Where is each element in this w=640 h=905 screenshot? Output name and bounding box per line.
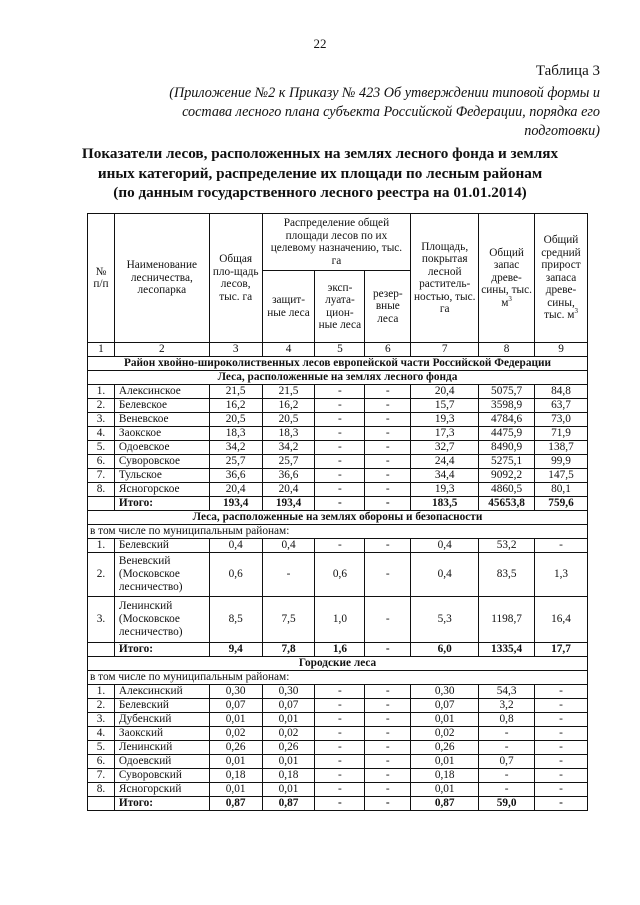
- column-number: 2: [114, 343, 209, 357]
- covered-area-cell: 15,7: [411, 399, 479, 413]
- covered-area-cell: 0,02: [411, 727, 479, 741]
- reserve-cell: -: [365, 685, 411, 699]
- covered-area-cell: 20,4: [411, 385, 479, 399]
- table-row: [88, 427, 588, 441]
- total-row: [88, 643, 588, 657]
- row-num-cell: 3.: [88, 597, 115, 643]
- column-number: 7: [411, 343, 479, 357]
- reserve-cell: -: [365, 783, 411, 797]
- exploitation-cell: -: [315, 441, 365, 455]
- header-exploitation: эксп-луата-цион-ные леса: [315, 271, 365, 343]
- row-name-cell: Ленинский (Московское лесничество): [114, 597, 209, 643]
- total-area-cell: 18,3: [209, 427, 262, 441]
- exploitation-cell: 1,0: [315, 597, 365, 643]
- wood-growth-cell: 138,7: [535, 441, 588, 455]
- section-title: Леса, расположенные на землях лесного фонда: [88, 371, 588, 385]
- total-area-cell: 36,6: [209, 469, 262, 483]
- wood-stock-total-cell: 45653,8: [479, 497, 535, 511]
- header-protective: защит-ные леса: [262, 271, 315, 343]
- table-row: [88, 413, 588, 427]
- table-row: [88, 483, 588, 497]
- total-area-cell: 16,2: [209, 399, 262, 413]
- table-row: [88, 399, 588, 413]
- table-row: [88, 685, 588, 699]
- total-area-cell: 20,5: [209, 413, 262, 427]
- wood-growth-cell: 80,1: [535, 483, 588, 497]
- reserve-total-cell: -: [365, 797, 411, 811]
- row-name-cell: Одоевское: [114, 441, 209, 455]
- wood-growth-cell: -: [535, 685, 588, 699]
- row-num-cell: 2.: [88, 399, 115, 413]
- reserve-cell: -: [365, 699, 411, 713]
- exploitation-total-cell: -: [315, 797, 365, 811]
- row-num-cell: 6.: [88, 455, 115, 469]
- section-subtitle: в том числе по муниципальным районам:: [88, 525, 588, 539]
- row-num-cell: 2.: [88, 553, 115, 597]
- row-num-cell: 5.: [88, 741, 115, 755]
- protective-cell: 36,6: [262, 469, 315, 483]
- row-num-cell: 8.: [88, 483, 115, 497]
- protective-cell: 20,4: [262, 483, 315, 497]
- protective-cell: 20,5: [262, 413, 315, 427]
- exploitation-cell: -: [315, 713, 365, 727]
- header-covered-area: Площадь, покрытая лесной раститель-ностью, тыс. га: [411, 214, 479, 343]
- table-row: [88, 783, 588, 797]
- total-area-cell: 0,02: [209, 727, 262, 741]
- wood-growth-total-cell: 17,7: [535, 643, 588, 657]
- table-row: [88, 385, 588, 399]
- reserve-total-cell: -: [365, 497, 411, 511]
- exploitation-cell: -: [315, 399, 365, 413]
- wood-stock-cell: 4475,9: [479, 427, 535, 441]
- covered-area-total-cell: 183,5: [411, 497, 479, 511]
- row-name-cell: Суворовский: [114, 769, 209, 783]
- row-name-cell: Ленинский: [114, 741, 209, 755]
- subtitle-row: [88, 671, 588, 685]
- region-row: [88, 357, 588, 371]
- row-num-cell: 1.: [88, 385, 115, 399]
- protective-cell: 0,01: [262, 755, 315, 769]
- row-num-cell: 3.: [88, 413, 115, 427]
- wood-growth-cell: -: [535, 713, 588, 727]
- exploitation-cell: -: [315, 685, 365, 699]
- wood-stock-cell: 53,2: [479, 539, 535, 553]
- wood-growth-cell: -: [535, 755, 588, 769]
- total-label: Итого:: [114, 497, 209, 511]
- section-row: [88, 371, 588, 385]
- total-label: Итого:: [114, 797, 209, 811]
- row-name-cell: Белевский: [114, 699, 209, 713]
- appendix-note: (Приложение №2 к Приказу № 423 Об утверждении типовой формы и состава лесного плана субъекта Российской Федерации, порядка его подготовки): [169, 85, 600, 139]
- total-area-cell: 0,26: [209, 741, 262, 755]
- wood-stock-cell: 8490,9: [479, 441, 535, 455]
- wood-stock-cell: 0,8: [479, 713, 535, 727]
- table-row: [88, 769, 588, 783]
- reserve-cell: -: [365, 727, 411, 741]
- total-area-cell: 0,01: [209, 755, 262, 769]
- title-line: Показатели лесов, расположенных на землях лесного фонда и землях: [81, 145, 559, 162]
- protective-cell: 0,4: [262, 539, 315, 553]
- header-wood-growth-text: Общий средний прирост запаса древе-сины, тыс. м: [541, 234, 581, 322]
- total-area-cell: 25,7: [209, 455, 262, 469]
- wood-growth-total-cell: 759,6: [535, 497, 588, 511]
- column-number: 9: [535, 343, 588, 357]
- exploitation-total-cell: -: [315, 497, 365, 511]
- table-row: [88, 441, 588, 455]
- section-row: [88, 657, 588, 671]
- total-area-cell: 34,2: [209, 441, 262, 455]
- row-name-cell: Алексинское: [114, 385, 209, 399]
- covered-area-cell: 0,01: [411, 755, 479, 769]
- table-row: [88, 699, 588, 713]
- protective-cell: 0,26: [262, 741, 315, 755]
- reserve-cell: -: [365, 769, 411, 783]
- wood-growth-cell: -: [535, 741, 588, 755]
- row-num-total-cell: [88, 797, 115, 811]
- row-name-cell: Суворовское: [114, 455, 209, 469]
- table-row: [88, 727, 588, 741]
- row-name-cell: Ясногорский: [114, 783, 209, 797]
- total-area-cell: 0,01: [209, 713, 262, 727]
- exploitation-cell: -: [315, 539, 365, 553]
- wood-stock-cell: -: [479, 783, 535, 797]
- covered-area-cell: 0,18: [411, 769, 479, 783]
- exploitation-cell: -: [315, 455, 365, 469]
- total-area-cell: 21,5: [209, 385, 262, 399]
- covered-area-cell: 34,4: [411, 469, 479, 483]
- covered-area-cell: 24,4: [411, 455, 479, 469]
- protective-total-cell: 193,4: [262, 497, 315, 511]
- row-num-total-cell: [88, 643, 115, 657]
- reserve-total-cell: -: [365, 643, 411, 657]
- covered-area-cell: 0,01: [411, 783, 479, 797]
- wood-growth-cell: -: [535, 783, 588, 797]
- header-total-area: Общая пло-щадь лесов, тыс. га: [209, 214, 262, 343]
- protective-total-cell: 0,87: [262, 797, 315, 811]
- protective-cell: 34,2: [262, 441, 315, 455]
- total-area-cell: 0,4: [209, 539, 262, 553]
- row-num-cell: 4.: [88, 427, 115, 441]
- covered-area-cell: 0,01: [411, 713, 479, 727]
- row-num-cell: 1.: [88, 685, 115, 699]
- row-num-cell: 7.: [88, 469, 115, 483]
- exploitation-cell: -: [315, 741, 365, 755]
- wood-stock-cell: -: [479, 741, 535, 755]
- wood-stock-cell: 1198,7: [479, 597, 535, 643]
- wood-stock-cell: 3598,9: [479, 399, 535, 413]
- forest-indicators-table: [87, 213, 588, 811]
- row-num-cell: 6.: [88, 755, 115, 769]
- wood-stock-cell: 3,2: [479, 699, 535, 713]
- wood-growth-cell: -: [535, 699, 588, 713]
- wood-stock-cell: 9092,2: [479, 469, 535, 483]
- exploitation-cell: -: [315, 385, 365, 399]
- header-wood-stock: [479, 214, 535, 343]
- exploitation-cell: -: [315, 699, 365, 713]
- exploitation-cell: -: [315, 769, 365, 783]
- row-name-cell: Тульское: [114, 469, 209, 483]
- total-area-cell: 0,18: [209, 769, 262, 783]
- row-name-cell: Ясногорское: [114, 483, 209, 497]
- protective-cell: 0,07: [262, 699, 315, 713]
- reserve-cell: -: [365, 741, 411, 755]
- total-area-cell: 0,30: [209, 685, 262, 699]
- total-label: Итого:: [114, 643, 209, 657]
- exploitation-cell: -: [315, 427, 365, 441]
- table-row: [88, 741, 588, 755]
- covered-area-cell: 0,26: [411, 741, 479, 755]
- protective-cell: 0,30: [262, 685, 315, 699]
- row-name-cell: Белевский: [114, 539, 209, 553]
- header-distribution: Распределение общей площади лесов по их целевому назначению, тыс. га: [262, 214, 411, 271]
- wood-stock-cell: 0,7: [479, 755, 535, 769]
- column-numbers-row: [88, 343, 588, 357]
- row-name-cell: Веневский (Московское лесничество): [114, 553, 209, 597]
- protective-total-cell: 7,8: [262, 643, 315, 657]
- wood-stock-cell: 4860,5: [479, 483, 535, 497]
- table-title: [60, 144, 580, 203]
- table-row: [88, 713, 588, 727]
- column-number: 6: [365, 343, 411, 357]
- total-area-total-cell: 193,4: [209, 497, 262, 511]
- total-row: [88, 797, 588, 811]
- wood-growth-cell: 147,5: [535, 469, 588, 483]
- covered-area-cell: 5,3: [411, 597, 479, 643]
- header-reserve: резер-вные леса: [365, 271, 411, 343]
- exploitation-cell: -: [315, 413, 365, 427]
- wood-stock-cell: 4784,6: [479, 413, 535, 427]
- row-num-cell: 1.: [88, 539, 115, 553]
- section-subtitle: в том числе по муниципальным районам:: [88, 671, 588, 685]
- column-number: 3: [209, 343, 262, 357]
- reserve-cell: -: [365, 441, 411, 455]
- covered-area-cell: 32,7: [411, 441, 479, 455]
- wood-growth-cell: -: [535, 727, 588, 741]
- protective-cell: -: [262, 553, 315, 597]
- reserve-cell: -: [365, 713, 411, 727]
- total-area-cell: 8,5: [209, 597, 262, 643]
- table-row: [88, 553, 588, 597]
- covered-area-total-cell: 0,87: [411, 797, 479, 811]
- table-row: [88, 755, 588, 769]
- covered-area-cell: 17,3: [411, 427, 479, 441]
- wood-growth-cell: -: [535, 769, 588, 783]
- covered-area-cell: 0,4: [411, 539, 479, 553]
- unit-superscript: 3: [508, 294, 512, 303]
- total-area-cell: 20,4: [209, 483, 262, 497]
- reserve-cell: -: [365, 413, 411, 427]
- total-area-total-cell: 9,4: [209, 643, 262, 657]
- subtitle-row: [88, 525, 588, 539]
- table-label: Таблица 3: [535, 63, 600, 79]
- total-area-cell: 0,6: [209, 553, 262, 597]
- section-row: [88, 511, 588, 525]
- title-line: (по данным государственного лесного реестра на 01.01.2014): [113, 184, 527, 201]
- reserve-cell: -: [365, 597, 411, 643]
- table-row: [88, 597, 588, 643]
- row-num-cell: 3.: [88, 713, 115, 727]
- wood-stock-cell: 5275,1: [479, 455, 535, 469]
- row-name-cell: Белевское: [114, 399, 209, 413]
- wood-growth-cell: 99,9: [535, 455, 588, 469]
- header-wood-growth: [535, 214, 588, 343]
- wood-growth-cell: 16,4: [535, 597, 588, 643]
- row-num-cell: 4.: [88, 727, 115, 741]
- reserve-cell: -: [365, 539, 411, 553]
- exploitation-cell: -: [315, 783, 365, 797]
- covered-area-cell: 0,4: [411, 553, 479, 597]
- covered-area-cell: 0,07: [411, 699, 479, 713]
- wood-stock-cell: -: [479, 769, 535, 783]
- table-row: [88, 455, 588, 469]
- exploitation-cell: -: [315, 469, 365, 483]
- total-area-cell: 0,01: [209, 783, 262, 797]
- wood-growth-cell: 71,9: [535, 427, 588, 441]
- unit-superscript: 3: [574, 307, 578, 316]
- wood-stock-cell: 5075,7: [479, 385, 535, 399]
- reserve-cell: -: [365, 553, 411, 597]
- wood-growth-cell: 63,7: [535, 399, 588, 413]
- protective-cell: 0,01: [262, 783, 315, 797]
- row-name-cell: Заокский: [114, 727, 209, 741]
- exploitation-cell: -: [315, 755, 365, 769]
- wood-stock-total-cell: 1335,4: [479, 643, 535, 657]
- protective-cell: 0,01: [262, 713, 315, 727]
- exploitation-cell: -: [315, 727, 365, 741]
- covered-area-total-cell: 6,0: [411, 643, 479, 657]
- wood-stock-cell: 83,5: [479, 553, 535, 597]
- reserve-cell: -: [365, 427, 411, 441]
- exploitation-cell: 0,6: [315, 553, 365, 597]
- table-row: [88, 539, 588, 553]
- total-area-total-cell: 0,87: [209, 797, 262, 811]
- wood-stock-cell: 54,3: [479, 685, 535, 699]
- protective-cell: 25,7: [262, 455, 315, 469]
- title-line: иных категорий, распределение их площади по лесным районам: [97, 164, 543, 182]
- reserve-cell: -: [365, 455, 411, 469]
- row-num-cell: 7.: [88, 769, 115, 783]
- wood-growth-cell: 1,3: [535, 553, 588, 597]
- header-wood-stock-text: Общий запас древе-сины, тыс. м: [481, 246, 532, 309]
- exploitation-cell: -: [315, 483, 365, 497]
- column-number: 1: [88, 343, 115, 357]
- protective-cell: 21,5: [262, 385, 315, 399]
- column-number: 8: [479, 343, 535, 357]
- wood-growth-cell: 73,0: [535, 413, 588, 427]
- covered-area-cell: 19,3: [411, 413, 479, 427]
- section-title: Городские леса: [88, 657, 588, 671]
- covered-area-cell: 19,3: [411, 483, 479, 497]
- reserve-cell: -: [365, 399, 411, 413]
- wood-stock-cell: -: [479, 727, 535, 741]
- protective-cell: 0,18: [262, 769, 315, 783]
- protective-cell: 0,02: [262, 727, 315, 741]
- total-area-cell: 0,07: [209, 699, 262, 713]
- page-number: 22: [313, 36, 327, 51]
- row-name-cell: Одоевский: [114, 755, 209, 769]
- section-title: Леса, расположенные на землях обороны и безопасности: [88, 511, 588, 525]
- row-name-cell: Дубенский: [114, 713, 209, 727]
- wood-growth-total-cell: -: [535, 797, 588, 811]
- protective-cell: 7,5: [262, 597, 315, 643]
- row-name-cell: Алексинский: [114, 685, 209, 699]
- row-num-cell: 8.: [88, 783, 115, 797]
- header-name: Наименование лесничества, лесопарка: [114, 214, 209, 343]
- wood-growth-cell: -: [535, 539, 588, 553]
- column-number: 4: [262, 343, 315, 357]
- reserve-cell: -: [365, 469, 411, 483]
- row-name-cell: Заокское: [114, 427, 209, 441]
- total-row: [88, 497, 588, 511]
- reserve-cell: -: [365, 385, 411, 399]
- row-num-total-cell: [88, 497, 115, 511]
- column-number: 5: [315, 343, 365, 357]
- region-title: Район хвойно-широколиственных лесов европейской части Российской Федерации: [88, 357, 588, 371]
- covered-area-cell: 0,30: [411, 685, 479, 699]
- header-num: № п/п: [88, 214, 115, 343]
- wood-growth-cell: 84,8: [535, 385, 588, 399]
- exploitation-total-cell: 1,6: [315, 643, 365, 657]
- reserve-cell: -: [365, 755, 411, 769]
- wood-stock-total-cell: 59,0: [479, 797, 535, 811]
- reserve-cell: -: [365, 483, 411, 497]
- protective-cell: 16,2: [262, 399, 315, 413]
- table-row: [88, 469, 588, 483]
- row-num-cell: 5.: [88, 441, 115, 455]
- row-name-cell: Веневское: [114, 413, 209, 427]
- row-num-cell: 2.: [88, 699, 115, 713]
- protective-cell: 18,3: [262, 427, 315, 441]
